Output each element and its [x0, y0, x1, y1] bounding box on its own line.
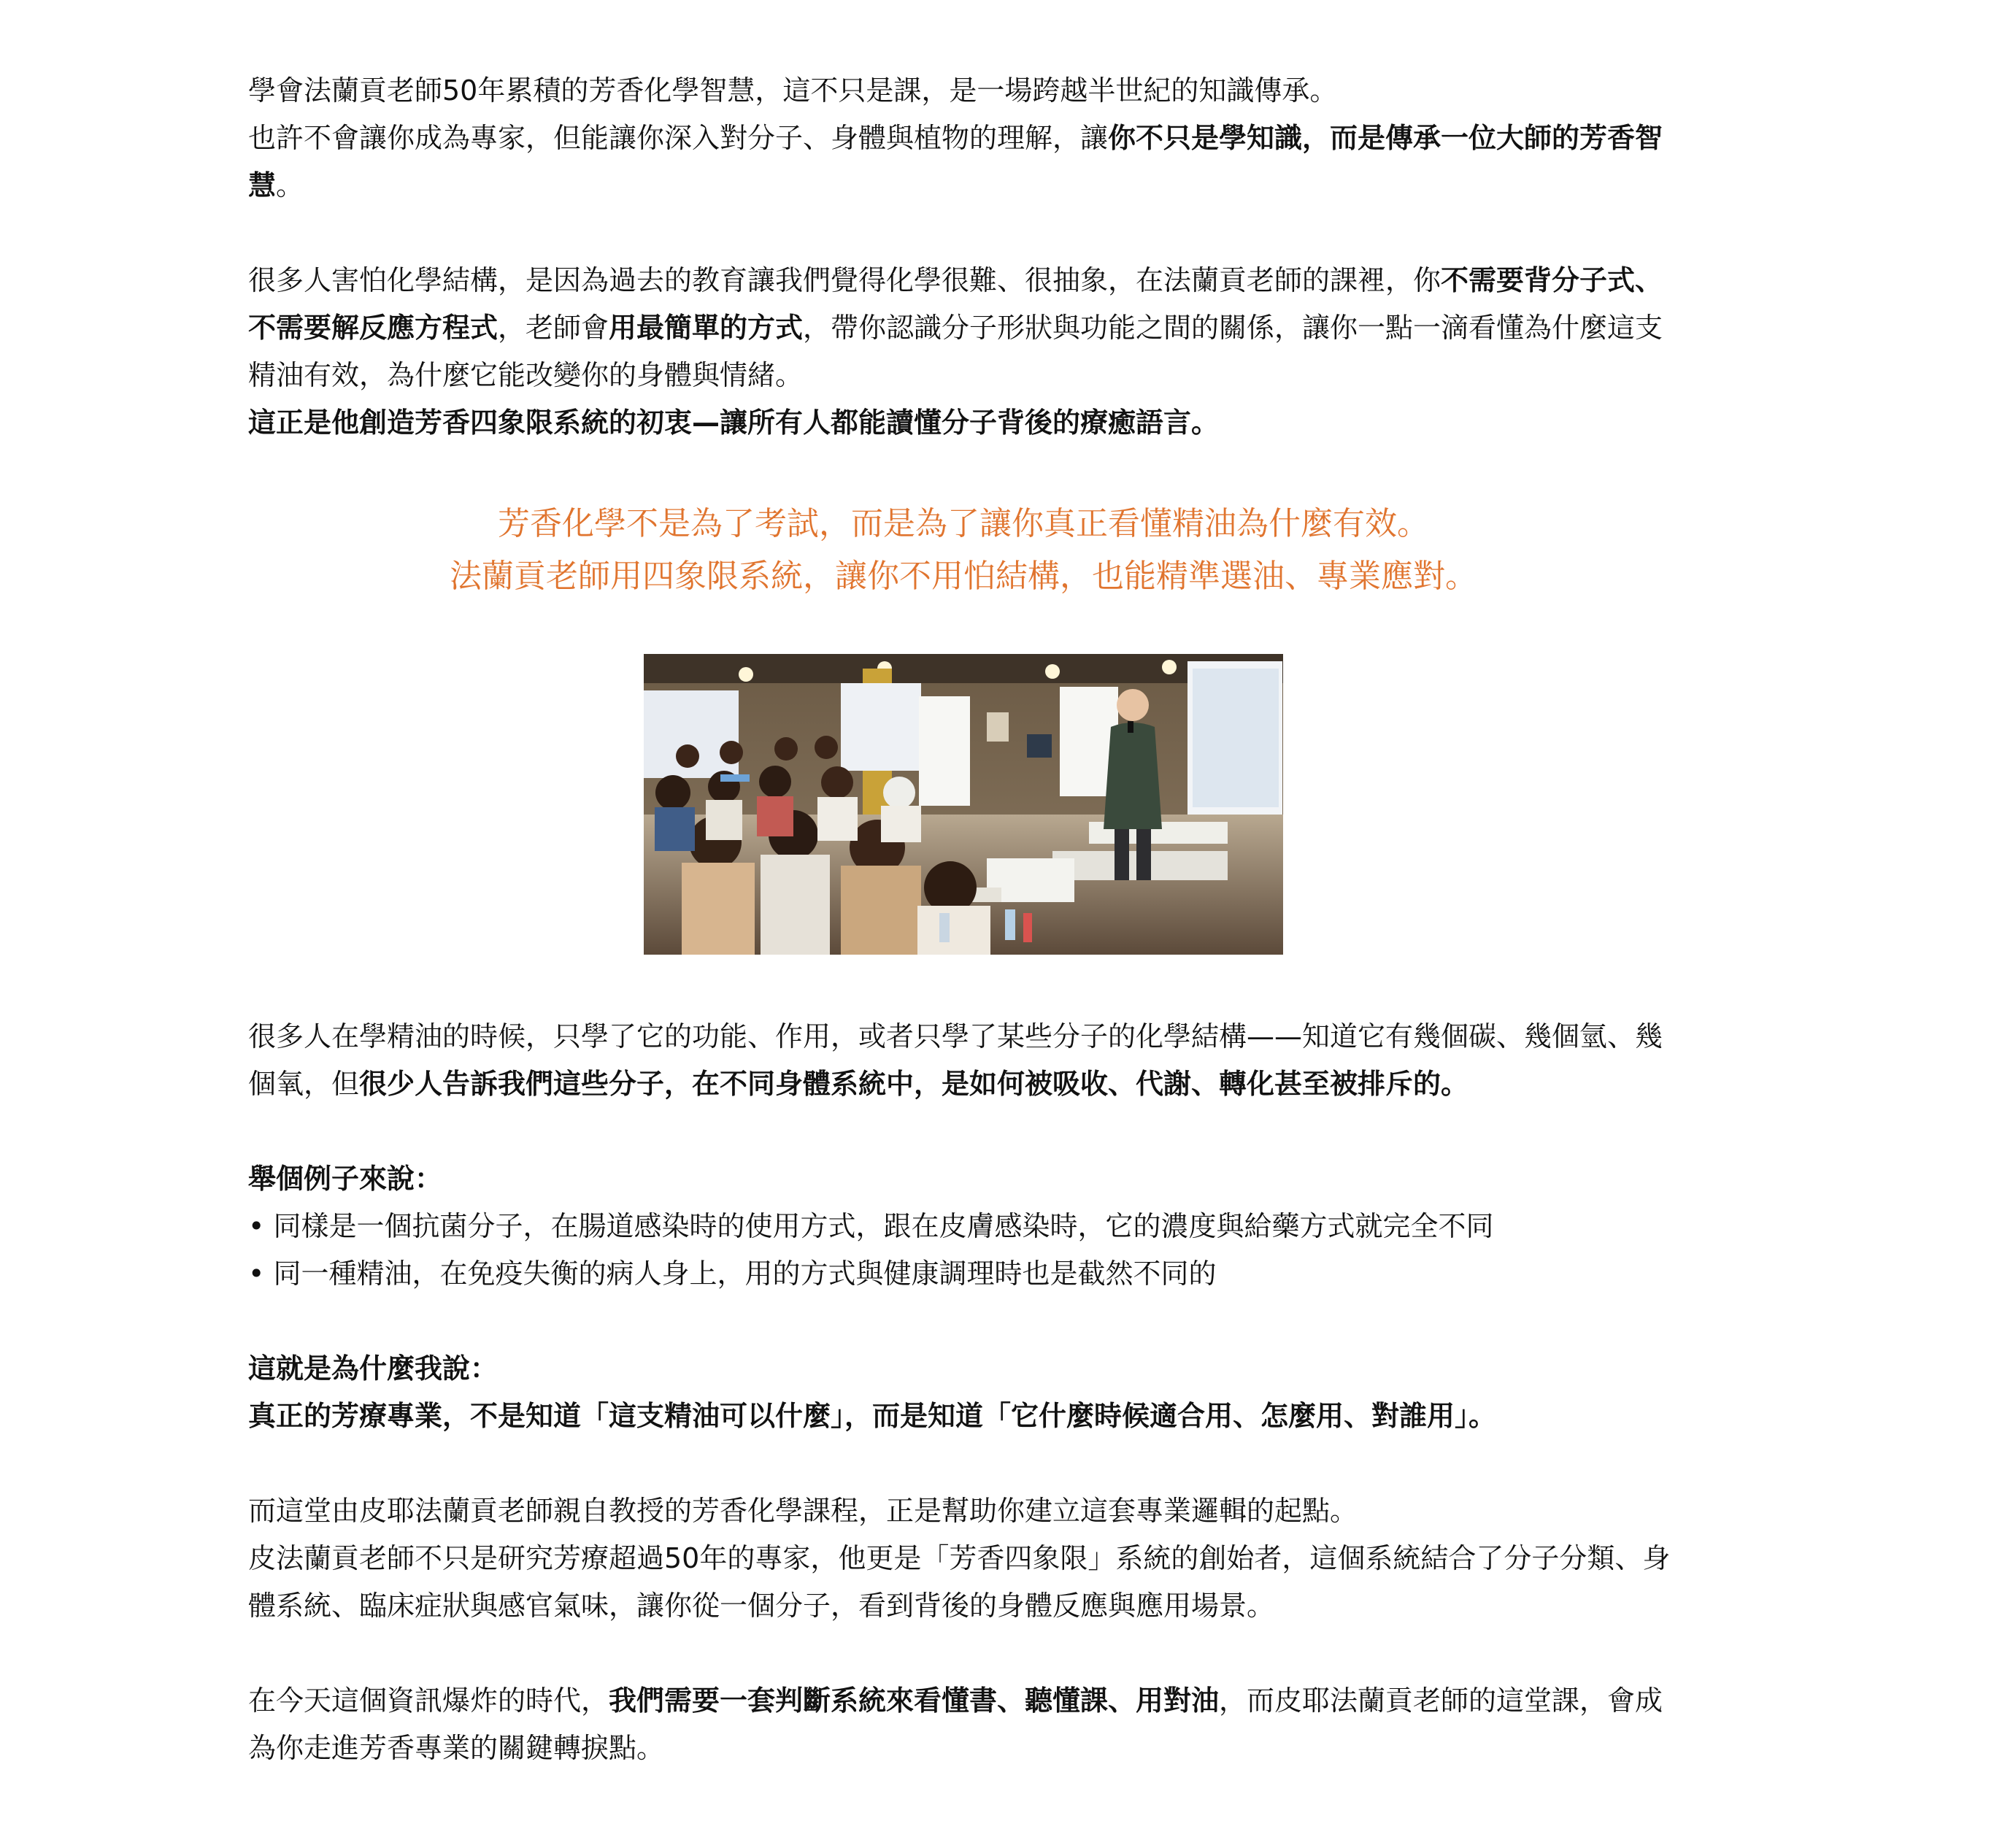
- article-body: [248, 67, 1679, 1772]
- fear-emphasis-2: 用最簡單的方式: [609, 312, 804, 344]
- example-bullet-1: • 同樣是一個抗菌分子，在腸道感染時的使用方式，跟在皮膚感染時，它的濃度與給藥方式就完全不同: [248, 1210, 1494, 1242]
- fear-text-3: ，帶你認識分子形狀與功能之間的關係，讓你一點一滴看懂為什麼這支精油有效，為什麼它能改變你的身體與情緒。: [248, 312, 1663, 391]
- photo-container: [248, 654, 1679, 955]
- intro-text: 也許不會讓你成為專家，但能讓你深入對分子、身體與植物的理解，讓: [248, 122, 1109, 154]
- fear-paragraph: [248, 257, 1679, 399]
- quote-line-1: 芳香化學不是為了考試，而是為了讓你真正看懂精油為什麼有效。: [498, 505, 1429, 542]
- fear-conclusion: [248, 399, 1679, 447]
- highlight-quote: [248, 498, 1679, 603]
- fear-text-1: 很多人害怕化學結構，是因為過去的教育讓我們覺得化學很難、很抽象，在法蘭貢老師的課裡，你: [248, 264, 1441, 296]
- intro-emphasis: 你不只是學知識，而是傳承一位大師的芳香智慧: [248, 122, 1663, 201]
- closing-emphasis: 我們需要一套判斷系統來看懂書、聽懂課、用對油: [609, 1685, 1220, 1717]
- learn-text: 很多人在學精油的時候，只學了它的功能、作用，或者只學了某些分子的化學結構——知道它有幾個碳、幾個氫、幾個氧，但: [248, 1020, 1663, 1100]
- example-heading: [248, 1155, 1679, 1203]
- why-heading: [248, 1345, 1679, 1393]
- fear-emphasis-1: 不需要背分子式、不需要解反應方程式: [248, 264, 1663, 344]
- closing-paragraph: [248, 1677, 1679, 1772]
- fear-conclusion-text: 這正是他創造芳香四象限系統的初衷—讓所有人都能讀懂分子背後的療癒語言。: [248, 407, 1220, 439]
- quote-line-2: 法蘭貢老師用四象限系統，讓你不用怕結構，也能精準選油、專業應對。: [450, 558, 1477, 595]
- fear-text-2: ，老師會: [498, 312, 609, 344]
- learn-paragraph: [248, 1013, 1679, 1108]
- example-bullet-2: • 同一種精油，在免疫失衡的病人身上，用的方式與健康調理時也是截然不同的: [248, 1258, 1217, 1290]
- why-statement: [248, 1393, 1679, 1440]
- course-line-2: 皮法蘭貢老師不只是研究芳療超過50年的專家，他更是「芳香四象限」系統的創始者，這個系統結合了分子分類、身體系統、臨床症狀與感官氣味，讓你從一個分子，看到背後的身體反應與應用場景。: [248, 1542, 1671, 1622]
- course-line-1: 而這堂由皮耶法蘭貢老師親自教授的芳香化學課程，正是幫助你建立這套專業邏輯的起點。: [248, 1495, 1358, 1527]
- example-heading-text: 舉個例子來說：: [248, 1163, 443, 1195]
- intro-line-2: [248, 115, 1679, 209]
- classroom-photo: [644, 654, 1283, 955]
- learn-emphasis: 很少人告訴我們這些分子，在不同身體系統中，是如何被吸收、代謝、轉化甚至被排斥的。: [359, 1068, 1469, 1100]
- closing-text-2: ，而皮耶法蘭貢老師的這堂課，會成為你走進芳香專業的關鍵轉捩點。: [248, 1685, 1663, 1764]
- intro-line-1: 學會法蘭貢老師50年累積的芳香化學智慧，這不只是課，是一場跨越半世紀的知識傳承。: [248, 74, 1338, 107]
- why-statement-text: 真正的芳療專業，不是知道「這支精油可以什麼」，而是知道「它什麼時候適合用、怎麼用、對誰用」。: [248, 1400, 1497, 1432]
- why-heading-text: 這就是為什麼我說：: [248, 1352, 498, 1385]
- intro-period: 。: [276, 169, 304, 201]
- closing-text-1: 在今天這個資訊爆炸的時代，: [248, 1685, 609, 1717]
